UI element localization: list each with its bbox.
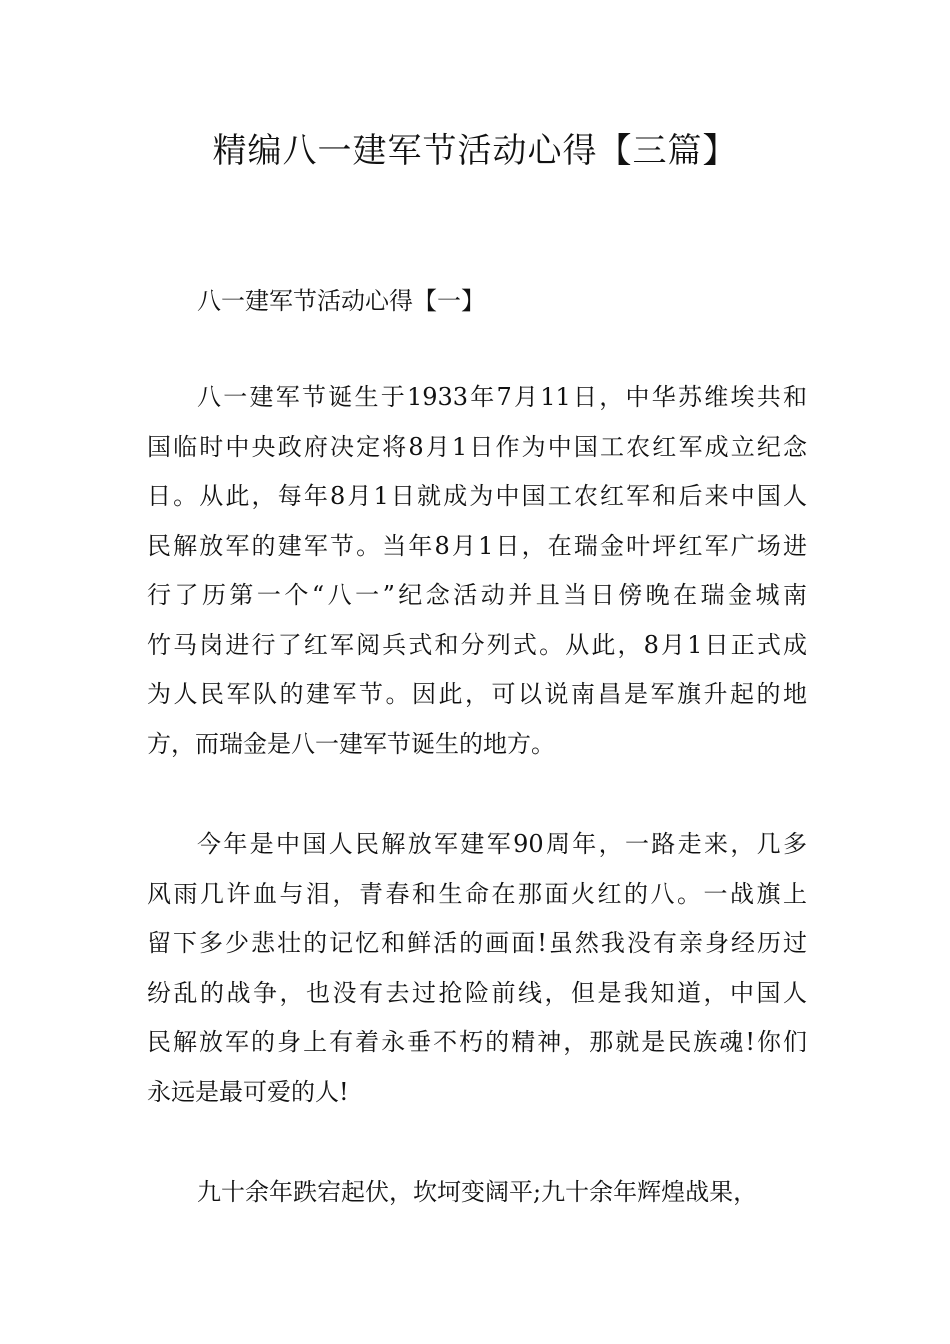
paragraph-line: 八一建军节诞生于1933年7月11日，中华苏维埃共和 bbox=[197, 383, 807, 411]
paragraph-line: 纷乱的战争，也没有去过抢险前线，但是我知道，中国人 bbox=[147, 978, 807, 1007]
paragraph-line: 行了历第一个“八一”纪念活动并且当日傍晚在瑞金城南 bbox=[147, 581, 807, 609]
paragraph-line: 今年是中国人民解放军建军90周年，一路走来，几多 bbox=[197, 830, 807, 858]
paragraph-line: 方，而瑞金是八一建军节诞生的地方。 bbox=[147, 729, 555, 758]
paragraph-line: 为人民军队的建军节。因此，可以说南昌是军旗升起的地 bbox=[147, 680, 807, 708]
document-title: 精编八一建军节活动心得【三篇】 bbox=[212, 131, 738, 171]
paragraph-line: 国临时中央政府决定将8月1日作为中国工农红军成立纪念 bbox=[147, 432, 807, 461]
paragraph-line: 九十余年跌宕起伏，坎坷变阔平;九十余年辉煌战果， bbox=[197, 1178, 758, 1206]
paragraph-line: 风雨几许血与泪，青春和生命在那面火红的八。一战旗上 bbox=[147, 879, 807, 908]
paragraph-line: 民解放军的身上有着永垂不朽的精神，那就是民族魂!你们 bbox=[147, 1028, 807, 1056]
paragraph-3 bbox=[147, 1168, 807, 1218]
paragraph-2 bbox=[147, 820, 807, 1117]
paragraph-line: 永远是最可爱的人! bbox=[147, 1077, 349, 1106]
paragraph-line: 民解放军的建军节。当年8月1日，在瑞金叶坪红军广场进 bbox=[147, 531, 807, 560]
section-heading: 八一建军节活动心得【一】 bbox=[197, 287, 485, 315]
paragraph-line: 日。从此，每年8月1日就成为中国工农红军和后来中国人 bbox=[147, 482, 807, 510]
paragraph-line: 竹马岗进行了红军阅兵式和分列式。从此，8月1日正式成 bbox=[147, 630, 807, 659]
paragraph-1 bbox=[147, 373, 807, 769]
paragraph-line: 留下多少悲壮的记忆和鲜活的画面!虽然我没有亲身经历过 bbox=[147, 929, 807, 957]
